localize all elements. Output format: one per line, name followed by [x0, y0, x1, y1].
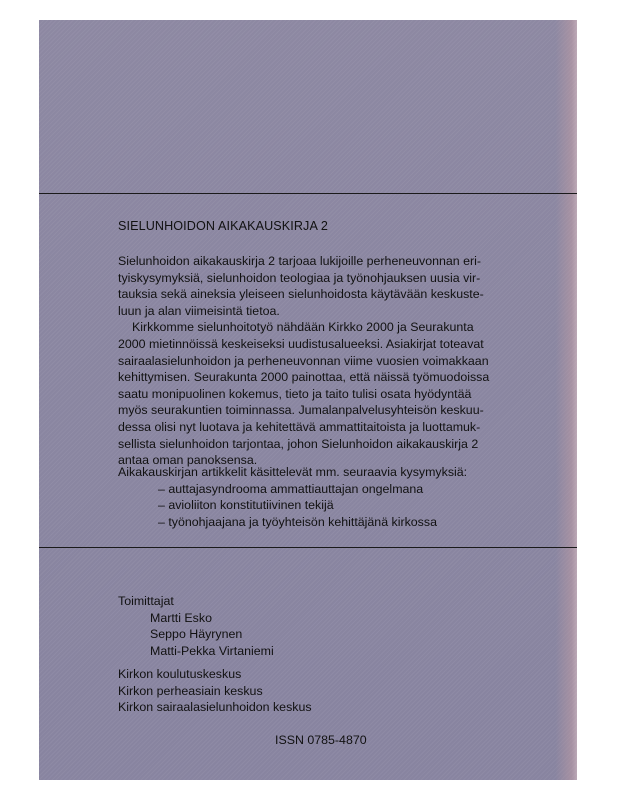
text-line: 2000 mietinnöissä keskeiseksi uudistusalueeksi. Asiakirjat toteavat — [118, 336, 484, 351]
topic-item: – auttajasyndrooma ammattiauttajan ongelmana — [158, 481, 424, 496]
text-line: kehittymisen. Seurakunta 2000 painottaa, että näissä työmuodoissa — [118, 370, 490, 385]
topics-list — [118, 481, 558, 531]
editors-section — [118, 593, 274, 659]
cover-title: SIELUNHOIDON AIKAKAUSKIRJA 2 — [118, 219, 328, 233]
publisher-name: Kirkon koulutuskeskus — [118, 667, 242, 681]
editors-label: Toimittajat — [118, 594, 174, 608]
publisher-name: Kirkon perheasiain keskus — [118, 683, 263, 698]
topics-section — [118, 464, 558, 530]
topics-intro: Aikakauskirjan artikkelit käsittelevät mm. seuraavia kysymyksiä: — [118, 465, 468, 479]
publishers-section — [118, 666, 312, 716]
editor-name: Matti-Pekka Virtaniemi — [150, 643, 274, 658]
text-line: Sielunhoidon aikakauskirja 2 tarjoaa lukijoille perheneuvonnan eri- — [118, 254, 482, 268]
topic-item: – työnohjaajana ja työyhteisön kehittäjänä kirkossa — [158, 514, 437, 529]
text-line: myös seurakuntien toiminnassa. Jumalanpalvelusyhteisön keskuu- — [118, 403, 484, 418]
book-back-cover — [39, 20, 577, 780]
text-line: antaa oman panoksensa. — [118, 453, 258, 468]
text-line: saatu monipuolinen kokemus, tieto ja taito tulisi osata hyödyntää — [118, 386, 472, 401]
text-line: Kirkkomme sielunhoitotyö nähdään Kirkko 2000 ja Seurakunta — [132, 320, 474, 335]
publisher-name: Kirkon sairaalasielunhoidon keskus — [118, 700, 312, 715]
top-divider — [39, 193, 577, 194]
intro-paragraph-1 — [118, 253, 558, 319]
description — [118, 253, 558, 469]
editor-name: Seppo Häyrynen — [150, 627, 243, 642]
text-line: tyiskysymyksiä, sielunhoidon teologiaa ja työnohjauksen uusia vir- — [118, 270, 481, 285]
text-line: dessa olisi nyt luotava ja kehitettävä ammattitaitoista ja luottamuk- — [118, 419, 481, 434]
text-line: sairaalasielunhoidon ja perheneuvonnan viime vuosien voimakkaan — [118, 353, 489, 368]
issn-number: ISSN 0785-4870 — [275, 733, 367, 747]
text-line: sellista sielunhoidon tarjontaa, johon Sielunhoidon aikakauskirja 2 — [118, 436, 479, 451]
text-line: tauksia sekä aineksia yleiseen sielunhoidosta käytävään keskuste- — [118, 287, 484, 302]
editor-name: Martti Esko — [150, 610, 212, 625]
intro-paragraph-2 — [118, 319, 558, 468]
topic-item: – avioliiton konstitutiivinen tekijä — [158, 498, 334, 513]
bottom-divider — [39, 547, 577, 548]
text-line: luun ja alan viimeisintä tietoa. — [118, 303, 280, 318]
